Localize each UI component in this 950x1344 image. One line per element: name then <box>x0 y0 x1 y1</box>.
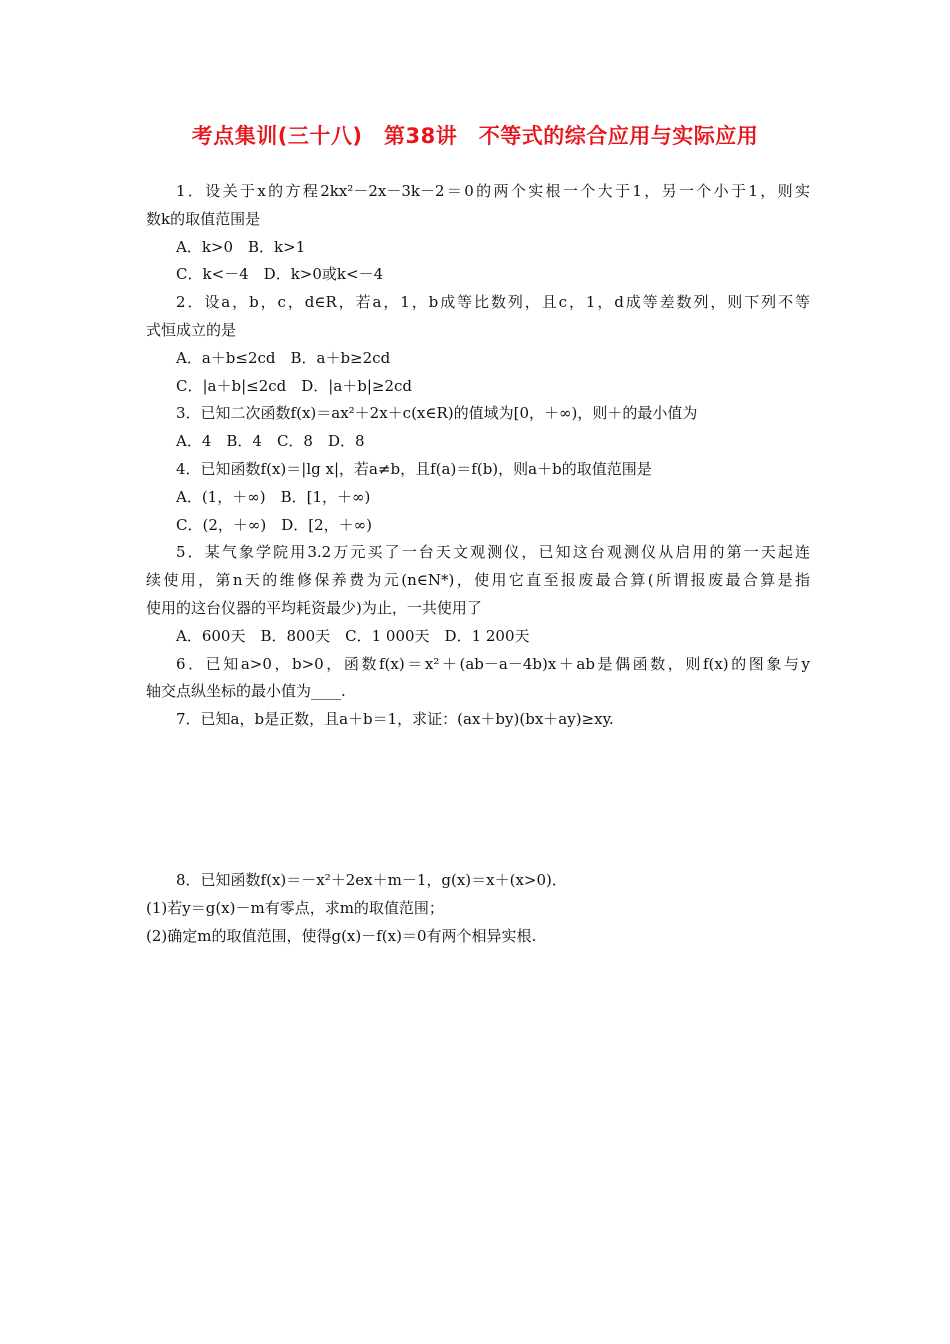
problem-4-options-ab: A．(1，＋∞) B．[1，＋∞) <box>176 487 371 506</box>
problem-5-options: A．600天 B．800天 C．1 000天 D．1 200天 <box>176 626 530 645</box>
problem-7-text: 7．已知a，b是正数，且a＋b＝1，求证：(ax＋by)(bx＋ay)≥xy. <box>176 710 614 729</box>
problem-5-text: 5．某气象学院用3.2万元买了一台天文观测仪，已知这台观测仪从启用的第一天起连 <box>176 543 810 562</box>
problem-1-text: 1．设关于x的方程2kx²－2x－3k－2＝0的两个实根一个大于1，另一个小于1，则实 <box>176 182 810 200</box>
problem-5-text-end: 使用的这台仪器的平均耗资最少)为止，一共使用了 <box>146 598 482 617</box>
problem-2-options-cd: C．|a＋b|≤2cd D．|a＋b|≥2cd <box>176 376 413 395</box>
problem-8-part-2: (2)确定m的取值范围，使得g(x)－f(x)＝0有两个相异实根. <box>146 926 537 945</box>
problem-2-text: 2．设a，b，c，d∈R，若a，1，b成等比数列，且c，1，d成等差数列，则下列不等 <box>176 293 810 312</box>
answer-space <box>146 734 810 867</box>
problem-3-options: A．4 B．4 C．8 D．8 <box>176 432 365 451</box>
problem-3-text: 3．已知二次函数f(x)＝ax²＋2x＋c(x∈R)的值域为[0，＋∞)，则＋的最小值为 <box>176 404 698 423</box>
problem-4-options-cd: C．(2，＋∞) D．[2，＋∞) <box>176 515 372 534</box>
problem-6-text-cont: 轴交点纵坐标的最小值为____. <box>146 682 346 701</box>
problem-set <box>146 178 810 950</box>
problem-8-part-1: (1)若y＝g(x)－m有零点，求m的取值范围； <box>146 898 444 917</box>
problem-1-options-cd: C．k<－4 D．k>0或k<－4 <box>176 265 384 284</box>
problem-1-options-ab: A．k>0 B．k>1 <box>176 237 306 256</box>
problem-5-text-cont: 续使用，第n天的维修保养费为元(n∈N*)，使用它直至报废最合算(所谓报废最合算是指 <box>146 571 810 590</box>
problem-6-text: 6．已知a>0，b>0，函数f(x)＝x²＋(ab－a－4b)x＋ab是偶函数，则f(x)的图象与y <box>176 654 810 673</box>
problem-8-text: 8．已知函数f(x)＝－x²＋2ex＋m－1，g(x)＝x＋(x>0)． <box>176 870 567 889</box>
problem-1-text-cont: 数k的取值范围是 <box>146 209 261 228</box>
problem-2-text-cont: 式恒成立的是 <box>146 320 237 339</box>
problem-4-text: 4．已知函数f(x)＝|lg x|，若a≠b，且f(a)＝f(b)，则a＋b的取值范围是 <box>176 459 652 478</box>
page-title: 考点集训(三十八) 第38讲 不等式的综合应用与实际应用 <box>191 124 759 148</box>
problem-2-options-ab: A．a＋b≤2cd B．a＋b≥2cd <box>176 348 391 367</box>
